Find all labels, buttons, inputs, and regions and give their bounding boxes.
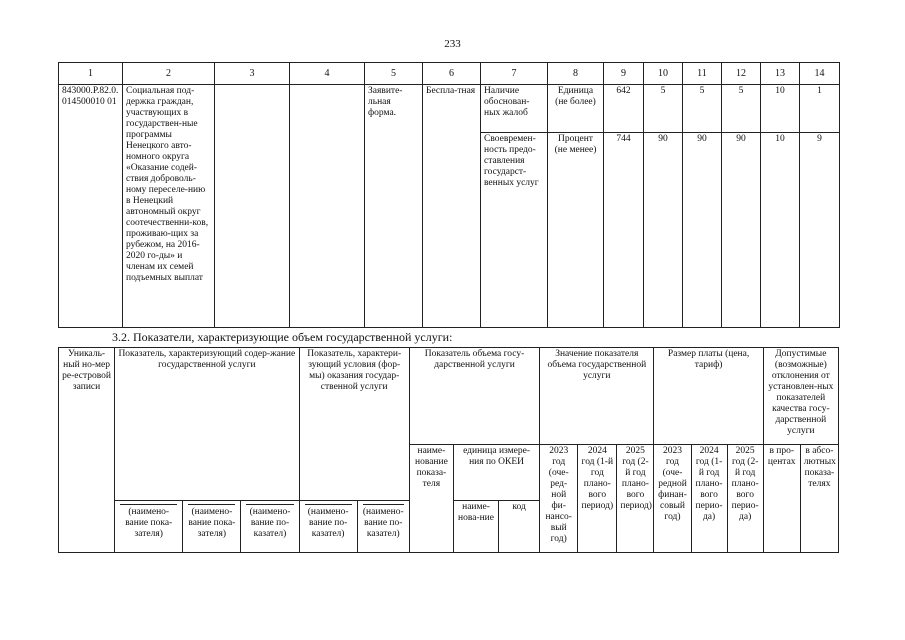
year-2025-volume-header: 2025 год (2-й год плано-вого период) (617, 445, 654, 553)
name-placeholder (241, 501, 299, 553)
blank-line (305, 502, 352, 505)
quality-indicators-table (58, 62, 840, 328)
content-indicator-header: Показатель, характеризующий содер-жание государственной услуги (115, 348, 299, 501)
name-placeholder (115, 501, 183, 553)
deviation-absolute-cell: 9 (800, 133, 840, 328)
column-number: 14 (800, 63, 840, 85)
year-2024-volume-header: 2024 год (1-й год плано-вого период) (578, 445, 617, 553)
year-2024-fee-header: 2024 год (1-й год плано-вого перио-да) (691, 445, 727, 553)
column-number: 11 (683, 63, 722, 85)
empty-cell (290, 85, 365, 328)
column-number: 3 (215, 63, 290, 85)
volume-indicator-header: Показатель объема госу-дарственной услуги (409, 348, 539, 445)
volume-value-header: Значение показателя объема государственной услуги (540, 348, 654, 445)
payment-cell: Беспла-тная (423, 85, 481, 328)
okei-code-cell: 642 (604, 85, 644, 133)
indicator-name-header: наиме-нование показа-теля (409, 445, 453, 553)
blank-line (120, 502, 177, 505)
blank-line (246, 502, 293, 505)
column-number: 12 (722, 63, 761, 85)
name-placeholder-text: (наимено-вание пока-зателя) (125, 507, 173, 539)
absolute-header: в абсо-лютных показа-телях (800, 445, 838, 553)
name-placeholder-text: (наимено-вание по-казател) (307, 507, 349, 539)
value-cell: 5 (683, 85, 722, 133)
value-cell: 5 (644, 85, 683, 133)
blank-line (363, 502, 404, 505)
year-2023-volume-header: 2023 год (оче-ред-ной фи-нансо-вый год) (540, 445, 578, 553)
name-placeholder (183, 501, 241, 553)
column-number: 13 (761, 63, 800, 85)
indicator-cell: Своевремен-ность предо-ставления государст-венных услуг (481, 133, 548, 328)
page-number: 233 (444, 38, 461, 50)
deviation-absolute-cell: 1 (800, 85, 840, 133)
deviation-header: Допустимые (возможные) отклонения от установлен-ных показателей качества госу-дарственной услуги (763, 348, 838, 445)
okei-code-cell: 744 (604, 133, 644, 328)
value-cell: 5 (722, 85, 761, 133)
column-number: 1 (59, 63, 123, 85)
column-number: 10 (644, 63, 683, 85)
empty-cell (215, 85, 290, 328)
column-number: 4 (290, 63, 365, 85)
name-placeholder (357, 501, 409, 553)
name-placeholder-text: (наимено-вание по-казател) (249, 507, 291, 539)
table-row (59, 85, 840, 133)
name-placeholder (299, 501, 357, 553)
registry-number-header: Уникаль-ный но-мер ре-естровой записи (59, 348, 115, 553)
section-title: 3.2. Показатели, характеризующие объем государственной услуги: (112, 330, 453, 344)
deviation-percent-cell: 10 (761, 85, 800, 133)
okei-unit-header: единица измере-ния по ОКЕИ (453, 445, 539, 501)
deviation-percent-cell: 10 (761, 133, 800, 328)
name-placeholder-text: (наимено-вание по-казател) (362, 507, 404, 539)
volume-indicators-table (58, 347, 839, 553)
percent-header: в про-центах (763, 445, 800, 553)
indicator-cell: Наличие обоснован-ных жалоб (481, 85, 548, 133)
name-placeholder-text: (наимено-вание пока-зателя) (188, 507, 236, 539)
unit-cell: Процент (не менее) (548, 133, 604, 328)
unit-cell: Единица (не более) (548, 85, 604, 133)
column-number: 9 (604, 63, 644, 85)
column-number: 6 (423, 63, 481, 85)
column-number: 7 (481, 63, 548, 85)
column-number: 5 (365, 63, 423, 85)
fee-header: Размер платы (цена, тариф) (654, 348, 763, 445)
year-2025-fee-header: 2025 год (2-й год плано-вого перио-да) (727, 445, 763, 553)
value-cell: 90 (722, 133, 761, 328)
form-cell: Заявите-льная форма. (365, 85, 423, 328)
table-header-row (59, 63, 840, 85)
column-number: 8 (548, 63, 604, 85)
value-cell: 90 (683, 133, 722, 328)
registry-code-cell: 843000.Р.82.0.014500010 01 (59, 85, 123, 328)
blank-line (188, 502, 235, 505)
year-2023-fee-header: 2023 год (оче-редной финан-совый год) (654, 445, 691, 553)
okei-code-header: код (499, 501, 540, 553)
conditions-indicator-header: Показатель, характери-зующий условия (фор-мы) оказания государ-ственной услуги (299, 348, 409, 501)
okei-name-header: наиме-нова-ние (453, 501, 498, 553)
value-cell: 90 (644, 133, 683, 328)
service-description-cell: Социальная под-держка граждан, участвующих в государствен-ные программы Ненецкого авто-номного округа «Оказание содей-ствия доброволь-ному переселе-нию в Ненецкий автономный округ соотечественни-ков, проживаю-щих за рубежом, на 2016-2020 го-ды» и членам их семей подъемных выплат (123, 85, 215, 328)
column-number: 2 (123, 63, 215, 85)
